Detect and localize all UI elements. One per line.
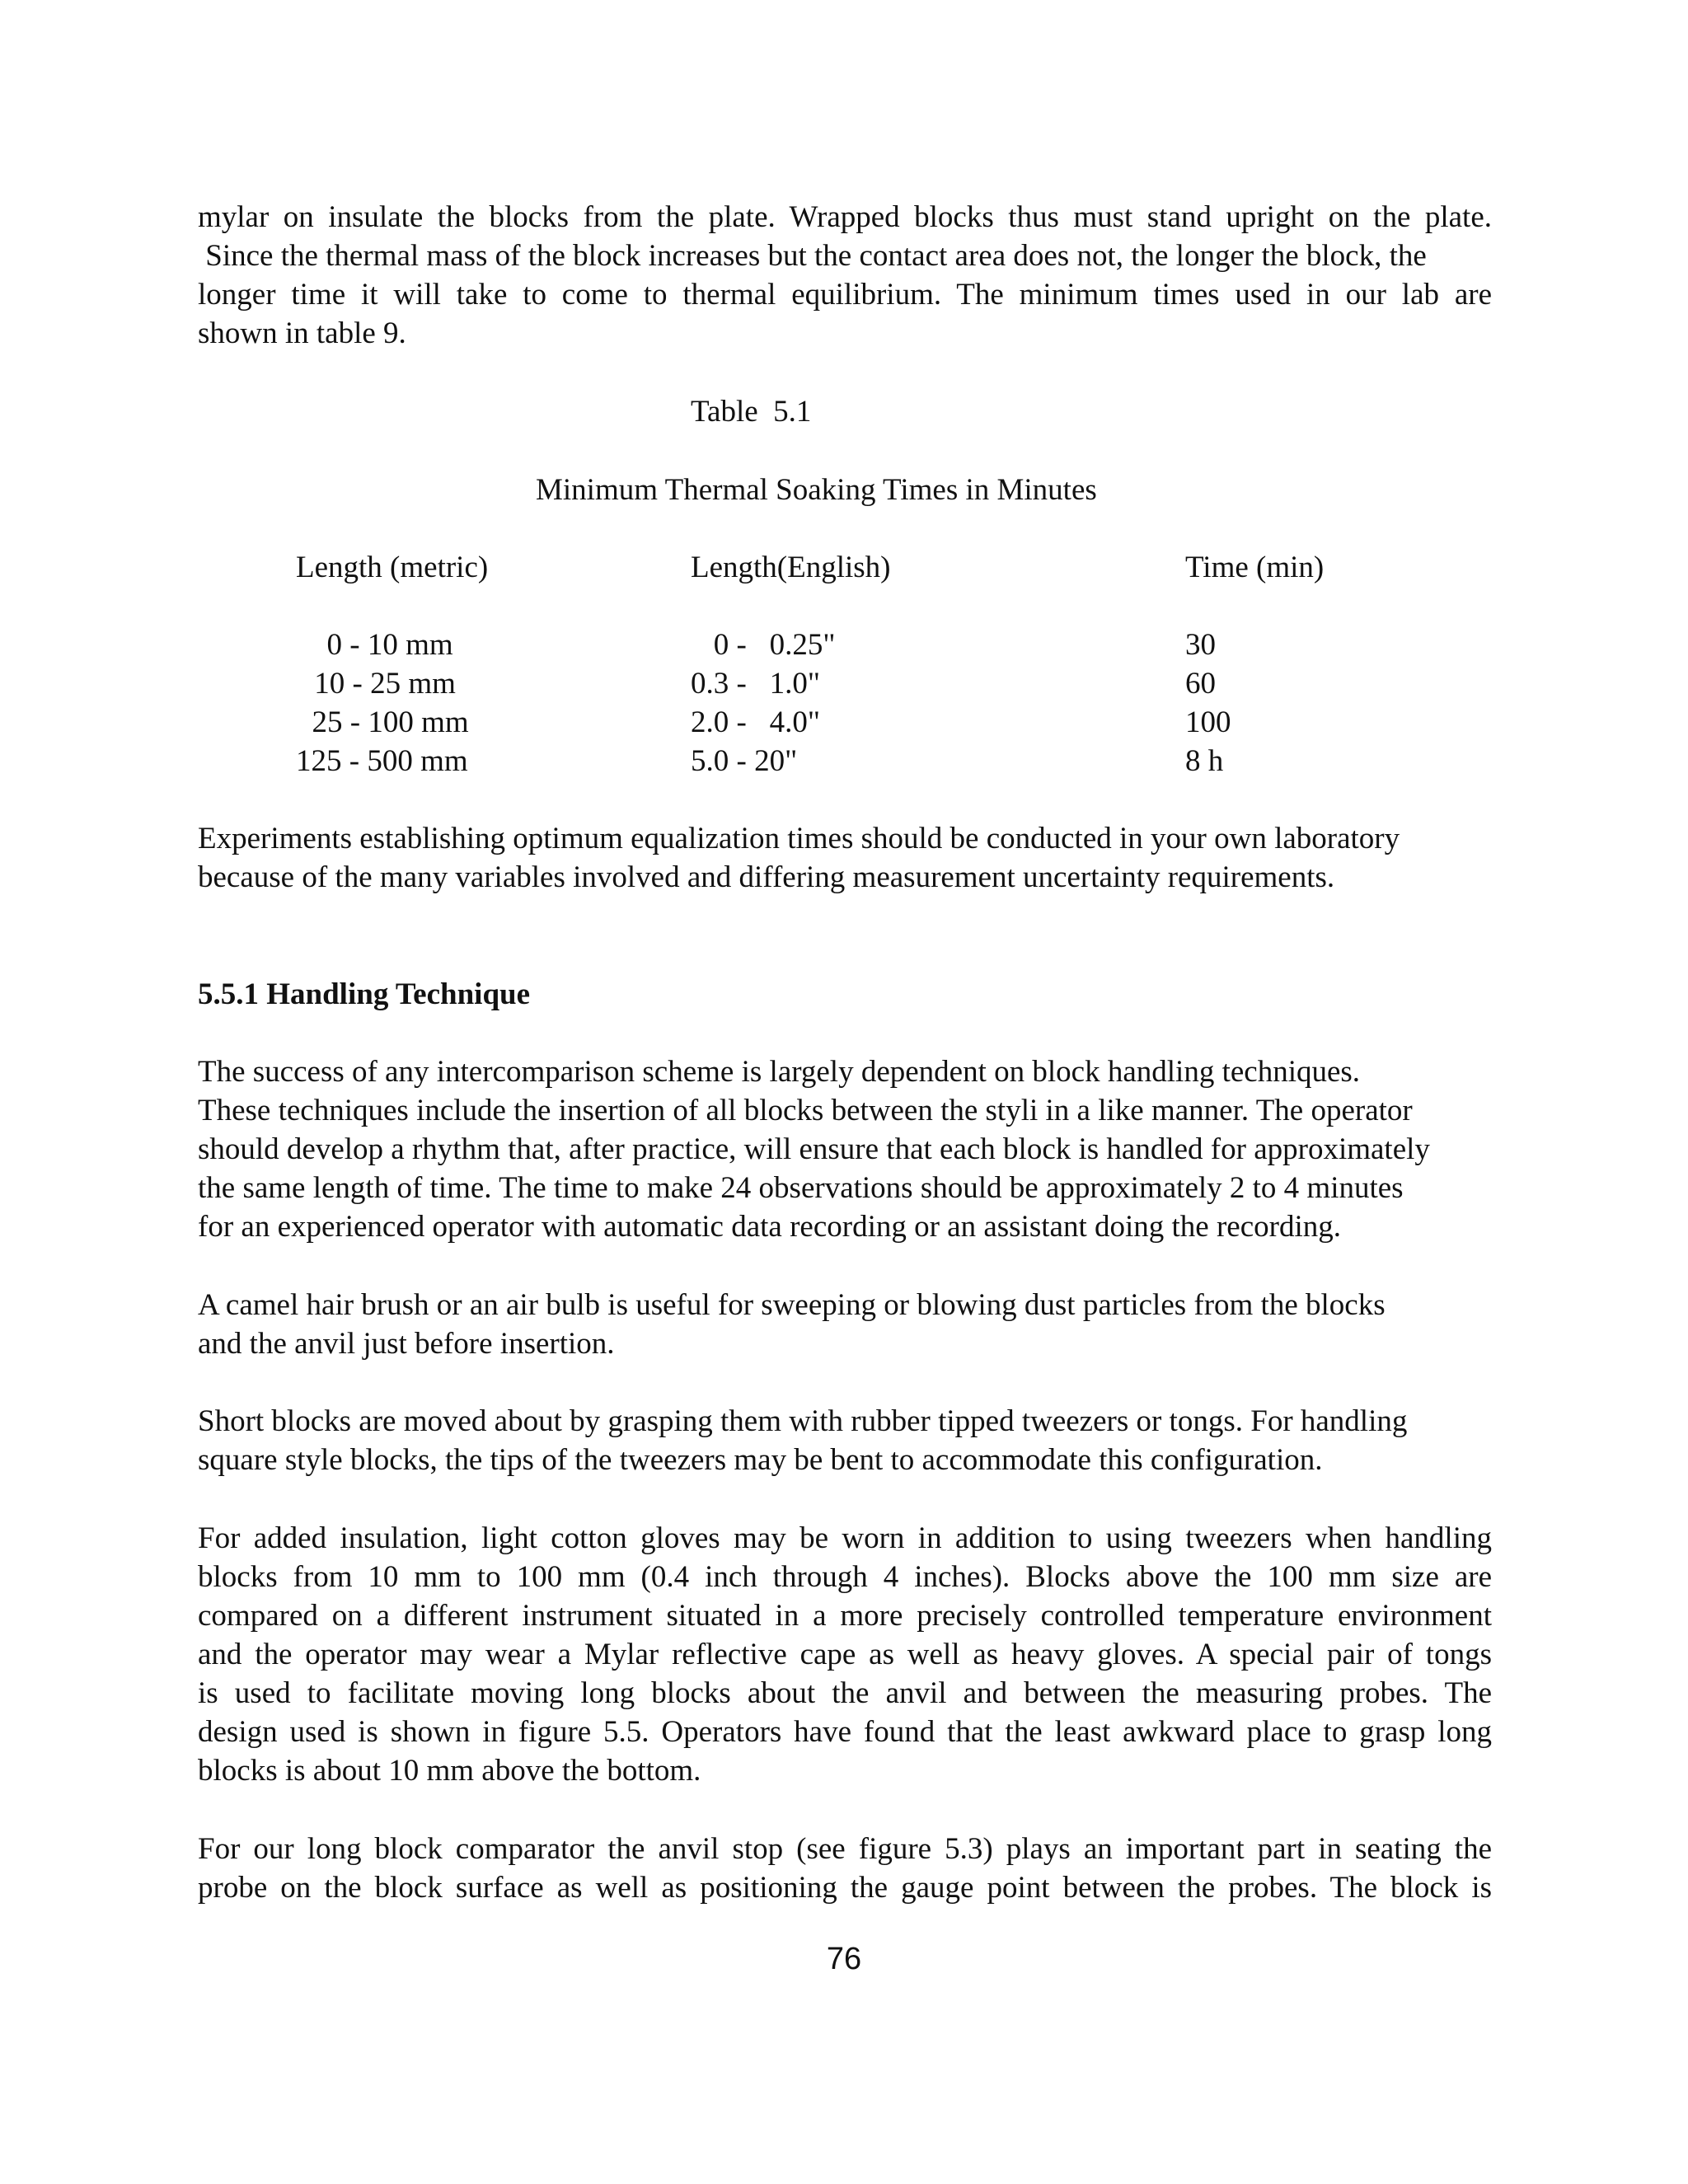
text-line: is used to facilitate moving long blocks about the anvil and between the measuring probes. The — [198, 1676, 1492, 1710]
text-line: blocks from 10 mm to 100 mm (0.4 inch through 4 inches). Blocks above the 100 mm size are — [198, 1560, 1492, 1594]
text-line: For added insulation, light cotton gloves may be worn in addition to using tweezers when handling — [198, 1521, 1492, 1555]
text-line: Experiments establishing optimum equalization times should be conducted in your own laboratory — [198, 822, 1400, 855]
table-header-english: Length(English) — [691, 551, 891, 584]
text-line: mylar on insulate the blocks from the plate. Wrapped blocks thus must stand upright on the plate. — [198, 200, 1492, 234]
body-paragraph — [198, 1402, 1492, 1479]
text-line: square style blocks, the tips of the tweezers may be bent to accommodate this configuration. — [198, 1443, 1323, 1477]
text-line: for an experienced operator with automatic data recording or an assistant doing the recording. — [198, 1210, 1341, 1244]
intro-paragraph — [198, 198, 1492, 353]
body-paragraph — [198, 1286, 1492, 1363]
table-header-metric: Length (metric) — [296, 551, 489, 584]
body-paragraph — [198, 1519, 1492, 1790]
table-cell-time: 8 h — [1185, 744, 1224, 778]
section-heading: 5.5.1 Handling Technique — [198, 977, 531, 1011]
body-paragraph — [198, 1052, 1492, 1246]
text-line: The success of any intercomparison scheme is largely dependent on block handling techniques. — [198, 1055, 1361, 1089]
text-line: the same length of time. The time to make 24 observations should be approximately 2 to 4 minutes — [198, 1171, 1404, 1205]
table-cell-metric: 125 - 500 mm — [296, 744, 468, 778]
table-cell-time: 60 — [1185, 667, 1216, 701]
text-line: because of the many variables involved and differing measurement uncertainty requirements. — [198, 860, 1335, 894]
text-line: Short blocks are moved about by grasping them with rubber tipped tweezers or tongs. For handling — [198, 1404, 1408, 1438]
table-cell-english: 0.3 - 1.0" — [691, 667, 820, 701]
table-cell-time: 30 — [1185, 628, 1216, 662]
text-line: blocks is about 10 mm above the bottom. — [198, 1754, 701, 1788]
text-line: and the operator may wear a Mylar reflective cape as well as heavy gloves. A special pair of tongs — [198, 1638, 1492, 1671]
table-cell-metric: 0 - 10 mm — [312, 628, 453, 662]
page-number: 76 — [826, 1942, 862, 1976]
table-number: Table 5.1 — [691, 395, 812, 429]
table-caption: Minimum Thermal Soaking Times in Minutes — [536, 473, 1097, 507]
text-line: should develop a rhythm that, after practice, will ensure that each block is handled for approximately — [198, 1132, 1430, 1166]
table-cell-english: 5.0 - 20" — [691, 744, 798, 778]
table-cell-time: 100 — [1185, 705, 1231, 739]
table-header-time: Time (min) — [1185, 551, 1325, 584]
table-cell-metric: 10 - 25 mm — [307, 667, 456, 701]
text-line: Since the thermal mass of the block increases but the contact area does not, the longer the block, the — [198, 239, 1427, 273]
body-paragraph — [198, 1830, 1492, 1907]
experiments-paragraph — [198, 819, 1492, 897]
table-cell-english: 0 - 0.25" — [691, 628, 836, 662]
table-cell-english: 2.0 - 4.0" — [691, 705, 820, 739]
table-cell-metric: 25 - 100 mm — [297, 705, 469, 739]
text-line: design used is shown in figure 5.5. Operators have found that the least awkward place to grasp long — [198, 1715, 1492, 1749]
text-line: These techniques include the insertion of all blocks between the styli in a like manner. The operator — [198, 1094, 1413, 1127]
text-line: A camel hair brush or an air bulb is useful for sweeping or blowing dust particles from the blocks — [198, 1288, 1386, 1322]
text-line: compared on a different instrument situated in a more precisely controlled temperature environment — [198, 1599, 1492, 1633]
text-line: longer time it will take to come to thermal equilibrium. The minimum times used in our lab are — [198, 278, 1492, 312]
text-line: shown in table 9. — [198, 316, 406, 350]
text-line: For our long block comparator the anvil stop (see figure 5.3) plays an important part in seating the — [198, 1832, 1492, 1866]
text-line: and the anvil just before insertion. — [198, 1327, 615, 1361]
text-line: probe on the block surface as well as positioning the gauge point between the probes. The block is — [198, 1871, 1492, 1905]
